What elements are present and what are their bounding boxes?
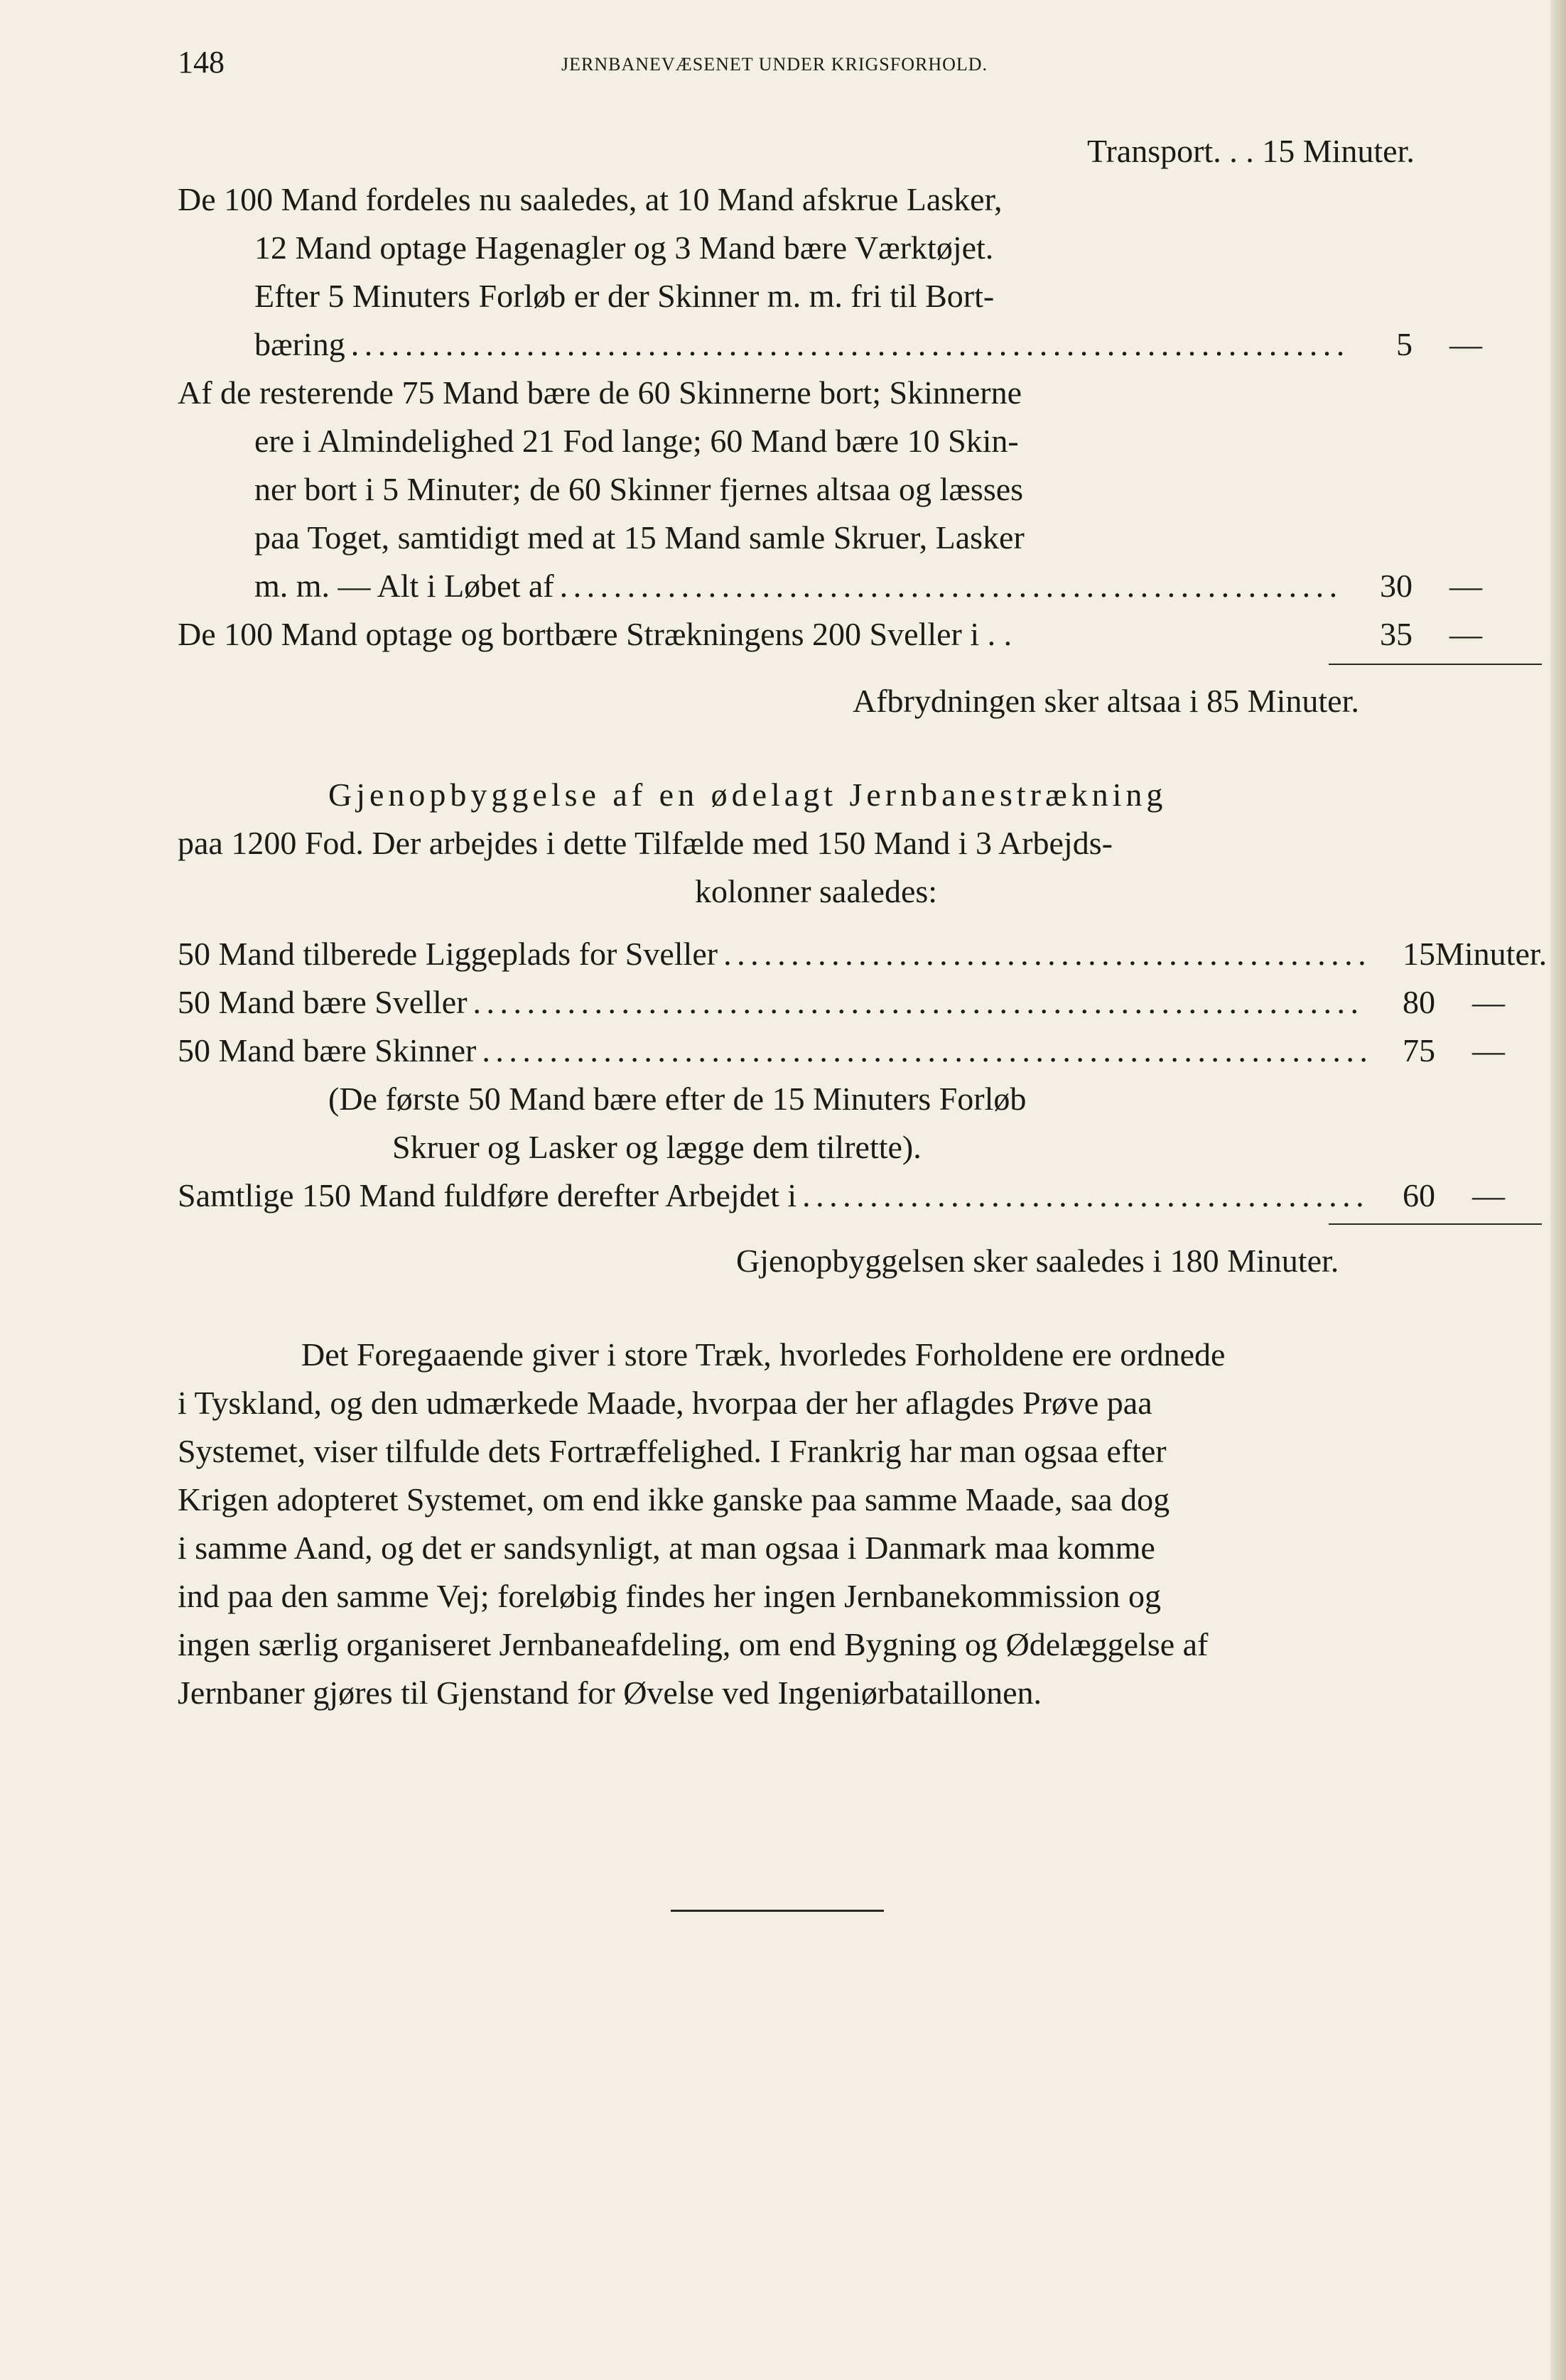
- row-label: Samtlige 150 Mand fuldføre derefter Arbejdet i: [178, 1177, 797, 1213]
- section-total: Gjenopbyggelsen sker saaledes i 180 Minuter.: [736, 1243, 1339, 1279]
- row-label: 50 Mand bære Sveller: [178, 984, 468, 1020]
- page-header: [178, 44, 1542, 87]
- row-minutes: 5: [1396, 326, 1413, 362]
- note-line: Skruer og Lasker og lægge dem tilrette).: [392, 1129, 922, 1165]
- sum-rule: [1329, 1223, 1542, 1225]
- running-title: JERNBANEVÆSENET UNDER KRIGSFORHOLD.: [561, 54, 988, 75]
- sum-rule: [1329, 664, 1542, 665]
- tally-row: [254, 570, 1519, 602]
- text-line: Af de resterende 75 Mand bære de 60 Skinnerne bort; Skinnerne: [178, 374, 1022, 411]
- paragraph-line: Det Foregaaende giver i store Træk, hvorledes Forholdene ere ordnede: [301, 1336, 1226, 1373]
- note-line: (De første 50 Mand bære efter de 15 Minuters Forløb: [328, 1081, 1027, 1117]
- row-minutes: 15: [1403, 936, 1435, 972]
- row-unit: —: [1472, 1177, 1505, 1213]
- tally-row: [254, 328, 1519, 361]
- row-unit: —: [1472, 984, 1505, 1020]
- leader-dots: [802, 1179, 1366, 1212]
- row-minutes: 75: [1403, 1032, 1435, 1069]
- tally-row: [178, 1034, 1542, 1067]
- row-minutes: 35: [1380, 616, 1413, 652]
- leader-dots: [473, 986, 1366, 1019]
- tally-row: [178, 618, 1519, 651]
- text-line: paa 1200 Fod. Der arbejdes i dette Tilfælde med 150 Mand i 3 Arbejds-: [178, 825, 1113, 861]
- row-label: 50 Mand tilberede Liggeplads for Sveller: [178, 936, 718, 972]
- text-line: 12 Mand optage Hagenagler og 3 Mand bære Værktøjet.: [254, 229, 994, 266]
- paragraph-line: i samme Aand, og det er sandsynligt, at man ogsaa i Danmark maa komme: [178, 1530, 1155, 1566]
- row-minutes: 60: [1403, 1177, 1435, 1213]
- row-unit: —: [1472, 1032, 1505, 1069]
- text-line: Efter 5 Minuters Forløb er der Skinner m. m. fri til Bort-: [254, 278, 995, 314]
- text-line: kolonner saaledes:: [695, 873, 938, 909]
- row-minutes: 80: [1403, 984, 1435, 1020]
- text-line: De 100 Mand fordeles nu saaledes, at 10 Mand afskrue Lasker,: [178, 181, 1003, 217]
- row-unit: —: [1449, 326, 1482, 362]
- leader-dots: [351, 328, 1343, 361]
- row-label: bæring: [254, 326, 345, 362]
- leader-dots: [482, 1034, 1366, 1067]
- section-total: Afbrydningen sker altsaa i 85 Minuter.: [853, 683, 1359, 719]
- text-line: ner bort i 5 Minuter; de 60 Skinner fjernes altsaa og læsses: [254, 471, 1024, 507]
- end-rule: [671, 1910, 884, 1912]
- tally-row: [178, 936, 1548, 972]
- paragraph-line: ingen særlig organiseret Jernbaneafdeling, om end Bygning og Ødelæggelse af: [178, 1626, 1209, 1662]
- row-label: m. m. — Alt i Løbet af: [254, 568, 554, 604]
- paragraph-line: Jernbaner gjøres til Gjenstand for Øvelse ved Ingeniørbataillonen.: [178, 1675, 1042, 1711]
- page-number: 148: [178, 45, 225, 80]
- tally-row: [178, 1179, 1542, 1212]
- transport-line: Transport. . . 15 Minuter.: [1087, 133, 1415, 169]
- paragraph-line: Systemet, viser tilfulde dets Fortræffelighed. I Frankrig har man ogsaa efter: [178, 1433, 1167, 1469]
- paragraph-line: i Tyskland, og den udmærkede Maade, hvorpaa der her aflagdes Prøve paa: [178, 1385, 1152, 1421]
- section-heading: Gjenopbyggelse af en ødelagt Jernbanestrækning: [328, 777, 1167, 813]
- text-line: ere i Almindelighed 21 Fod lange; 60 Mand bære 10 Skin-: [254, 423, 1019, 459]
- leader-dots: [723, 938, 1366, 970]
- paragraph-line: Krigen adopteret Systemet, om end ikke ganske paa samme Maade, saa dog: [178, 1481, 1170, 1518]
- row-unit: —: [1449, 568, 1482, 604]
- row-label: De 100 Mand optage og bortbære Strækningens 200 Sveller i . .: [178, 616, 1012, 652]
- text-line: paa Toget, samtidigt med at 15 Mand samle Skruer, Lasker: [254, 519, 1025, 556]
- leader-dots: [560, 570, 1343, 602]
- row-minutes: 30: [1380, 568, 1413, 604]
- paragraph-line: ind paa den samme Vej; foreløbig findes her ingen Jernbanekommission og: [178, 1578, 1161, 1614]
- tally-row: [178, 986, 1542, 1019]
- row-unit: —: [1449, 616, 1482, 652]
- page-edge: [1550, 0, 1566, 2380]
- row-unit: Minuter.: [1435, 936, 1548, 972]
- row-label: 50 Mand bære Skinner: [178, 1032, 477, 1069]
